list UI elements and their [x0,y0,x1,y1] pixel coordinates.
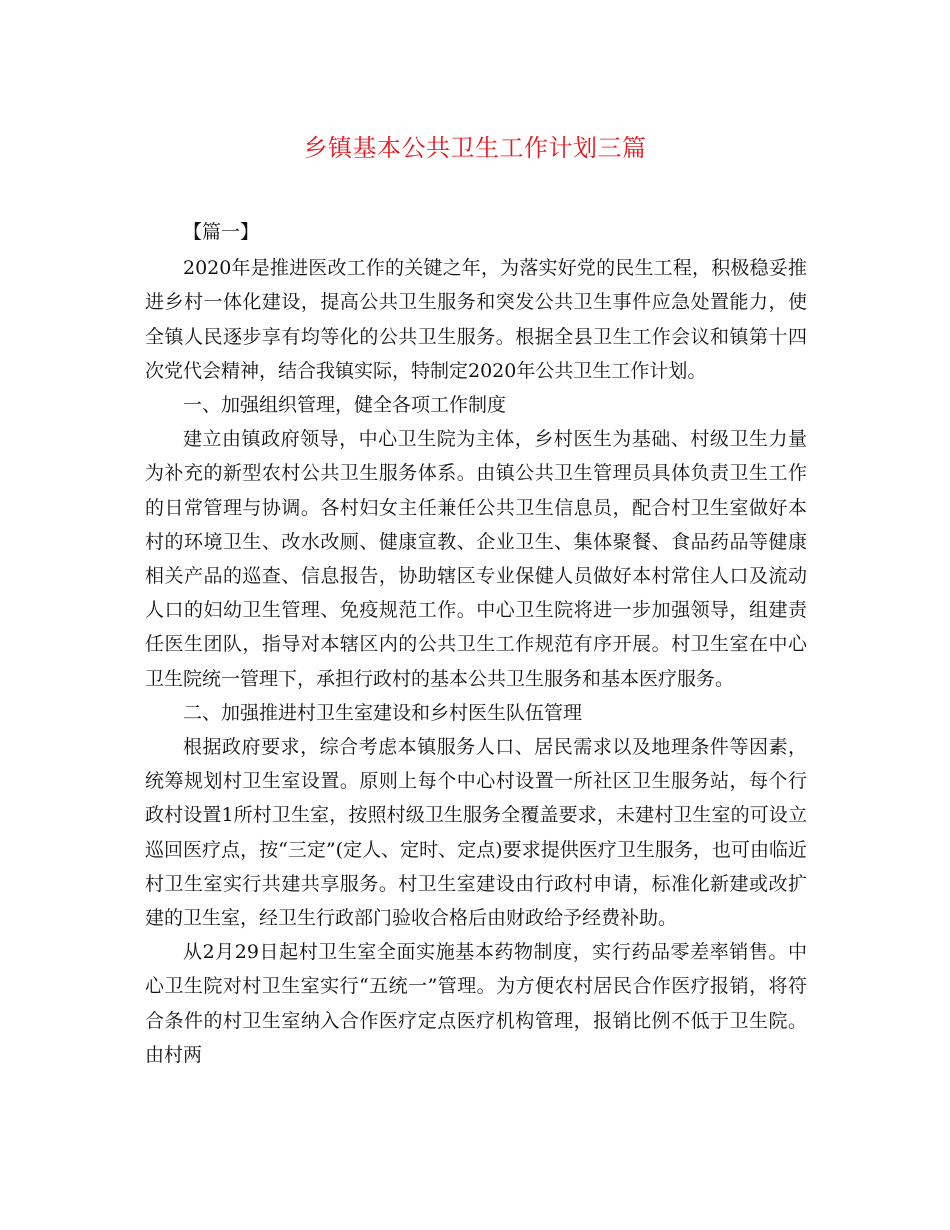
document-title: 乡镇基本公共卫生工作计划三篇 [303,134,647,162]
section-label: 【篇一】 [183,221,260,243]
document-body [145,215,807,1072]
paragraph-intro: 2020年是推进医改工作的关键之年，为落实好党的民生工程，积极稳妥推进乡村一体化建设，提高公共卫生服务和突发公共卫生事件应急处置能力，使全镇人民逐步享有均等化的公共卫生服务。根据全县卫生工作会议和镇第十四次党代会精神，结合我镇实际，特制定2020年公共卫生工作计划。 [145,257,807,382]
section-heading-2: 二、加强推进村卫生室建设和乡村医生队伍管理 [183,701,583,724]
paragraph-clinic-planning: 根据政府要求，综合考虑本镇服务人口、居民需求以及地理条件等因素，统筹规划村卫生室设置。原则上每个中心村设置一所社区卫生服务站，每个行政村设置1所村卫生室，按照村级卫生服务全覆盖要求，未建村卫生室的可设立巡回医疗点，按“三定”(定人、定时、定点)要求提供医疗卫生服务，也可由临近村卫生室实行共建共享服务。村卫生室建设由行政村申请，标准化新建或改扩建的卫生室，经卫生行政部门验收合格后由财政给予经费补助。 [145,736,807,930]
paragraph-organization: 建立由镇政府领导，中心卫生院为主体，乡村医生为基础、村级卫生力量为补充的新型农村公共卫生服务体系。由镇公共卫生管理员具体负责卫生工作的日常管理与协调。各村妇女主任兼任公共卫生信息员，配合村卫生室做好本村的环境卫生、改水改厕、健康宣教、企业卫生、集体聚餐、食品药品等健康相关产品的巡查、信息报告，协助辖区专业保健人员做好本村常住人口及流动人口的妇幼卫生管理、免疫规范工作。中心卫生院将进一步加强领导，组建责任医生团队，指导对本辖区内的公共卫生工作规范有序开展。村卫生室在中心卫生院统一管理下，承担行政村的基本公共卫生服务和基本医疗服务。 [145,428,807,690]
section-heading-1: 一、加强组织管理，健全各项工作制度 [183,394,507,417]
paragraph-drug-system: 从2月29日起村卫生室全面实施基本药物制度，实行药品零差率销售。中心卫生院对村卫生室实行“五统一”管理。为方便农村居民合作医疗报销，将符合条件的村卫生室纳入合作医疗定点医疗机构管理，报销比例不低于卫生院。由村两 [145,941,807,1066]
